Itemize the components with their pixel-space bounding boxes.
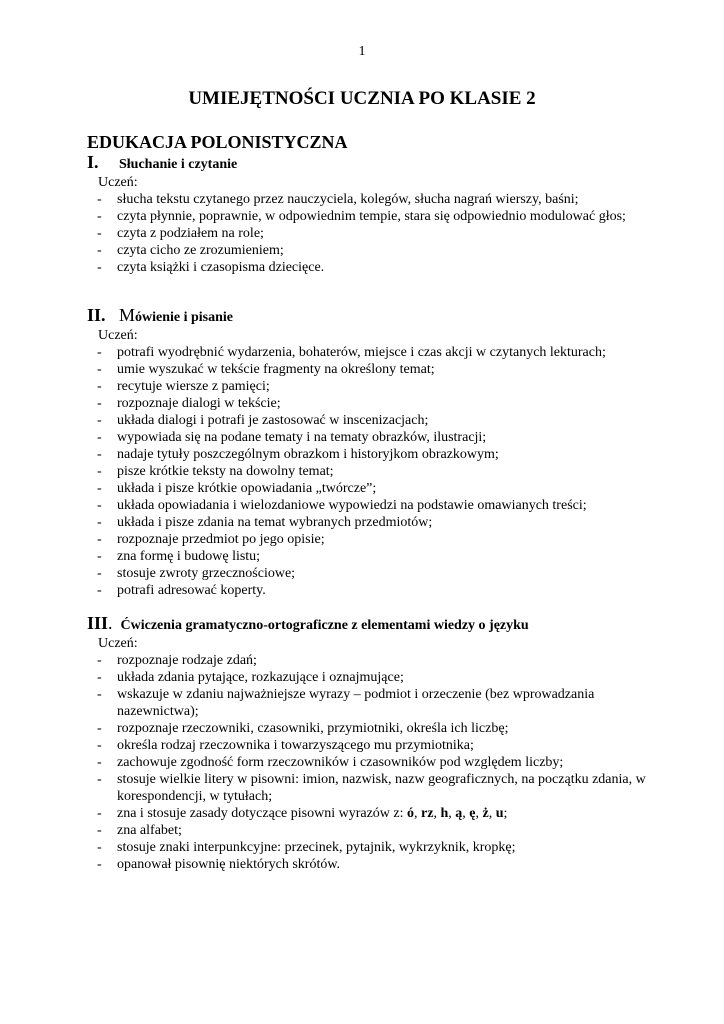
skills-list	[87, 344, 647, 599]
roman-numeral: II.	[87, 305, 106, 325]
list-item: - zachowuje zgodność form rzeczowników i czasowników pod względem liczby;	[97, 754, 647, 771]
list-item: - rozpoznaje rzeczowniki, czasowniki, przymiotniki, określa ich liczbę;	[97, 720, 647, 737]
skills-list	[87, 191, 647, 276]
separator: ,	[462, 806, 470, 821]
subsection-title	[87, 614, 647, 635]
spelling-letter: ż	[482, 806, 489, 821]
spelling-letter: ą	[455, 806, 463, 821]
spelling-letter: rz	[421, 806, 434, 821]
list-item: - stosuje znaki interpunkcyjne: przecinek, pytajnik, wykrzyknik, kropkę;	[97, 839, 647, 856]
list-item: - zna alfabet;	[97, 822, 647, 839]
subsection-name-rest: ówienie i pisanie	[135, 310, 234, 325]
student-label: Uczeń:	[98, 328, 138, 343]
roman-numeral: III	[87, 613, 109, 633]
list-item: - układa opowiadania i wielozdaniowe wypowiedzi na podstawie omawianych treści;	[97, 497, 647, 514]
list-item: - rozpoznaje dialogi w tekście;	[97, 395, 647, 412]
student-label: Uczeń:	[98, 175, 138, 190]
separator: ,	[488, 806, 496, 821]
subsection-name: Słuchanie i czytanie	[119, 157, 238, 172]
numeral-dot: .	[108, 613, 113, 633]
list-item: - pisze krótkie teksty na dowolny temat;	[97, 463, 647, 480]
separator: ,	[448, 806, 456, 821]
list-item: - wskazuje w zdaniu najważniejsze wyrazy – podmiot i orzeczenie (bez wprowadzania nazewnictwa);	[97, 686, 647, 720]
list-item: - potrafi adresować koperty.	[97, 582, 647, 599]
list-item: - potrafi wyodrębnić wydarzenia, bohaterów, miejsce i czas akcji w czytanych lekturach;	[97, 344, 647, 361]
list-item: - recytuje wiersze z pamięci;	[97, 378, 647, 395]
spelling-letter: ę	[469, 806, 476, 821]
subsection-title	[87, 306, 647, 327]
list-item: - opanował pisownię niektórych skrótów.	[97, 856, 647, 873]
list-item-spelling	[97, 805, 647, 822]
subsection-listening-reading	[87, 153, 647, 276]
list-item: - stosuje zwroty grzecznościowe;	[97, 565, 647, 582]
list-item: - czyta książki i czasopisma dziecięce.	[97, 259, 647, 276]
separator: ,	[475, 806, 483, 821]
list-item: - rozpoznaje rodzaje zdań;	[97, 652, 647, 669]
page-number: 1	[358, 44, 366, 59]
document-title: UMIEJĘTNOŚCI UCZNIA PO KLASIE 2	[188, 88, 536, 109]
list-item: - układa zdania pytające, rozkazujące i oznajmujące;	[97, 669, 647, 686]
spacer	[87, 599, 647, 614]
list-item: - zna formę i budowę listu;	[97, 548, 647, 565]
list-item: - wypowiada się na podane tematy i na tematy obrazków, ilustracji;	[97, 429, 647, 446]
spelling-prefix: zna i stosuje zasady dotyczące pisowni wyrazów z:	[117, 806, 408, 821]
spelling-end: ;	[503, 806, 508, 821]
skills-list	[87, 652, 647, 873]
roman-numeral: I.	[87, 152, 99, 172]
list-item: - układa dialogi i potrafi je zastosować w inscenizacjach;	[97, 412, 647, 429]
list-item: - układa i pisze krótkie opowiadania „twórcze”;	[97, 480, 647, 497]
subsection-name: Ćwiczenia gramatyczno-ortograficzne z elementami wiedzy o języku	[120, 618, 529, 633]
list-item: - słucha tekstu czytanego przez nauczyciela, kolegów, słucha nagrań wierszy, baśni;	[97, 191, 647, 208]
list-item: - określa rodzaj rzeczownika i towarzyszącego mu przymiotnika;	[97, 737, 647, 754]
list-item: - rozpoznaje przedmiot po jego opisie;	[97, 531, 647, 548]
list-item: - czyta z podziałem na role;	[97, 225, 647, 242]
subsection-speaking-writing	[87, 306, 647, 599]
subsection-initial: M	[119, 305, 136, 325]
student-label: Uczeń:	[98, 636, 138, 651]
spelling-letter: ó	[407, 806, 415, 821]
list-item: - układa i pisze zdania na temat wybranych przedmiotów;	[97, 514, 647, 531]
subsection-name	[119, 306, 233, 327]
section-heading: EDUKACJA POLONISTYCZNA	[87, 132, 348, 152]
list-item: - czyta płynnie, poprawnie, w odpowiednim tempie, stara się odpowiednio modulować głos;	[97, 208, 647, 225]
subsection-title	[87, 153, 647, 174]
document-body	[87, 131, 647, 873]
list-item: - nadaje tytuły poszczególnym obrazkom i historyjkom obrazkowym;	[97, 446, 647, 463]
subsection-grammar-spelling	[87, 614, 647, 873]
spelling-letter: h	[440, 806, 449, 821]
separator: ,	[433, 806, 441, 821]
spacer	[87, 276, 647, 306]
list-item: - umie wyszukać w tekście fragmenty na określony temat;	[97, 361, 647, 378]
list-item: - stosuje wielkie litery w pisowni: imion, nazwisk, nazw geograficznych, na początku zdania, w korespondencji, w tytułach;	[97, 771, 647, 805]
list-item: - czyta cicho ze zrozumieniem;	[97, 242, 647, 259]
separator: ,	[414, 806, 422, 821]
spelling-letter: u	[495, 806, 504, 821]
